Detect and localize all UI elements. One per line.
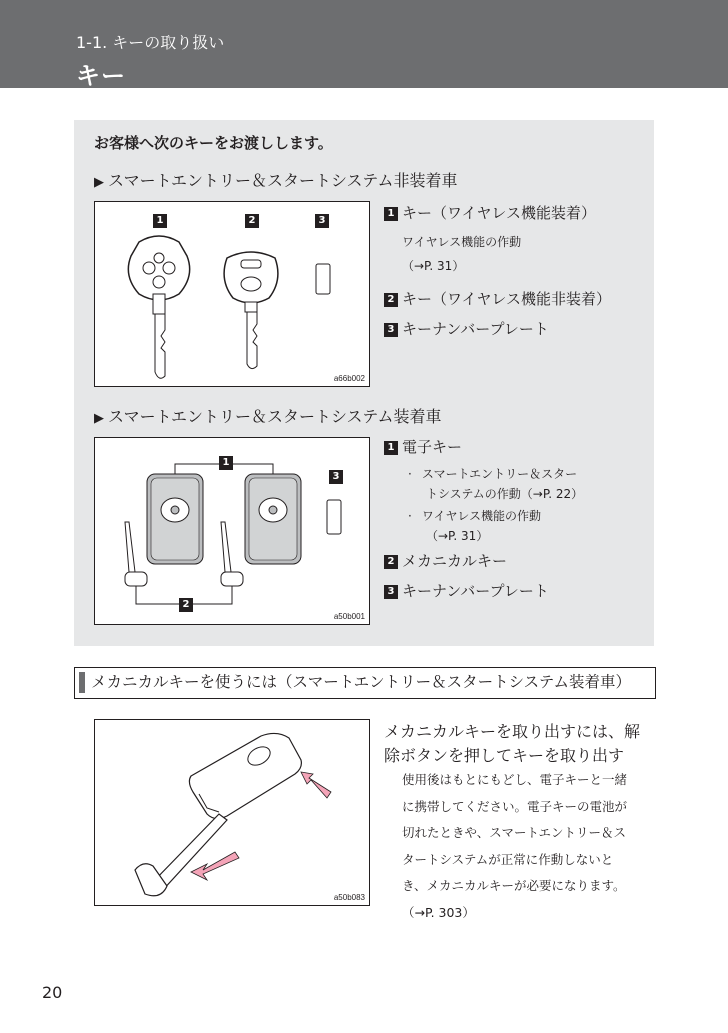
figure-mechanical-key-removal	[94, 719, 370, 906]
item-number: 3	[384, 323, 398, 337]
item-label: キーナンバープレート	[402, 582, 549, 600]
callout-3: 3	[315, 214, 329, 228]
callout-1: 1	[219, 456, 233, 470]
mechanical-key-icon	[135, 814, 227, 896]
callout-2: 2	[179, 598, 193, 612]
case2-item-2	[384, 550, 507, 571]
electronic-key-icon	[189, 733, 301, 818]
case1-heading-text: スマートエントリー＆スタートシステム非装着車	[108, 171, 458, 190]
callout-3: 3	[329, 470, 343, 484]
item-label: キーナンバープレート	[402, 320, 549, 338]
mechanical-main-text	[384, 720, 640, 768]
pull-arrow-icon	[191, 852, 239, 880]
case2-item-1	[384, 436, 462, 457]
figure-keys-without-smart-entry	[94, 201, 370, 387]
bullet-line: （→P. 31）	[426, 529, 489, 543]
figure-code: a50b001	[333, 612, 365, 621]
page-title: キー	[76, 62, 126, 90]
case2-heading	[94, 404, 441, 427]
case2-item-3	[384, 580, 549, 601]
figure-keys-with-smart-entry	[94, 437, 370, 625]
item-number: 1	[384, 441, 398, 455]
callout-2: 2	[245, 214, 259, 228]
note-line: ワイヤレス機能の作動	[402, 235, 522, 249]
note-line: 切れたときや、スマートエントリー＆ス	[402, 825, 627, 841]
bullet-line: ワイヤレス機能の作動	[421, 509, 541, 523]
case2-bullet-2: · ワイヤレス機能の作動 （→P. 31）	[408, 506, 541, 546]
item-number: 2	[384, 555, 398, 569]
mechanical-key-icon	[125, 522, 147, 586]
key-number-plate-icon	[327, 500, 341, 534]
case1-item-1	[384, 202, 596, 223]
triangle-bullet-icon: ▶	[94, 175, 104, 190]
item-number: 3	[384, 585, 398, 599]
case1-item-3	[384, 318, 549, 339]
bullet-line: スマートエントリー＆スター	[421, 467, 578, 481]
page-header	[0, 0, 728, 88]
mechanical-key-removal-illustration	[95, 720, 369, 905]
callout-1: 1	[153, 214, 167, 228]
page-number: 20	[42, 983, 63, 1002]
note-line: 使用後はもとにもどし、電子キーと一緒	[402, 772, 628, 787]
case2-bullet-1: · スマートエントリー＆スター トシステムの作動（→P. 22）	[408, 464, 583, 504]
case1-item-2	[384, 288, 611, 309]
mechanical-note	[402, 767, 654, 927]
item-label: メカニカルキー	[402, 552, 508, 570]
item-label: 電子キー	[402, 438, 463, 456]
intro-text: お客様へ次のキーをお渡しします。	[94, 134, 333, 152]
note-line: に携帯してください。電子キーの電池が	[402, 798, 628, 814]
note-line: （→P. 31）	[402, 259, 465, 273]
wireless-key-icon	[128, 236, 189, 378]
push-arrow-icon	[301, 772, 331, 798]
figure-code: a50b083	[333, 893, 365, 902]
triangle-bullet-icon: ▶	[94, 411, 104, 426]
figure-code: a66b002	[333, 374, 365, 383]
standard-key-icon	[224, 252, 278, 369]
item-label: キー（ワイヤレス機能非装着）	[402, 290, 611, 308]
section-label: 1-1. キーの取り扱い	[76, 33, 225, 52]
item-number: 2	[384, 293, 398, 307]
note-line: き、メカニカルキーが必要になります。	[402, 878, 626, 894]
bullet-line: トシステムの作動（→P. 22）	[426, 487, 584, 501]
electronic-key-icon	[245, 474, 301, 564]
main-line: メカニカルキーを取り出すには、解	[384, 722, 641, 741]
case2-heading-text: スマートエントリー＆スタートシステム装着車	[108, 407, 442, 426]
electronic-key-icon	[147, 474, 203, 564]
key-number-plate-icon	[316, 264, 330, 294]
case1-note	[402, 232, 521, 276]
main-line: 除ボタンを押してキーを取り出す	[384, 746, 625, 765]
item-label: キー（ワイヤレス機能装着）	[402, 204, 596, 222]
item-number: 1	[384, 207, 398, 221]
keys-illustration	[95, 202, 369, 386]
case1-heading	[94, 168, 457, 191]
mechanical-key-icon	[221, 522, 243, 586]
note-line: タートシステムが正常に作動しないと	[402, 851, 614, 867]
note-line: （→P. 303）	[402, 904, 475, 920]
mechanical-key-section-heading: メカニカルキーを使うには（スマートエントリー＆スタートシステム装着車）	[74, 667, 656, 699]
